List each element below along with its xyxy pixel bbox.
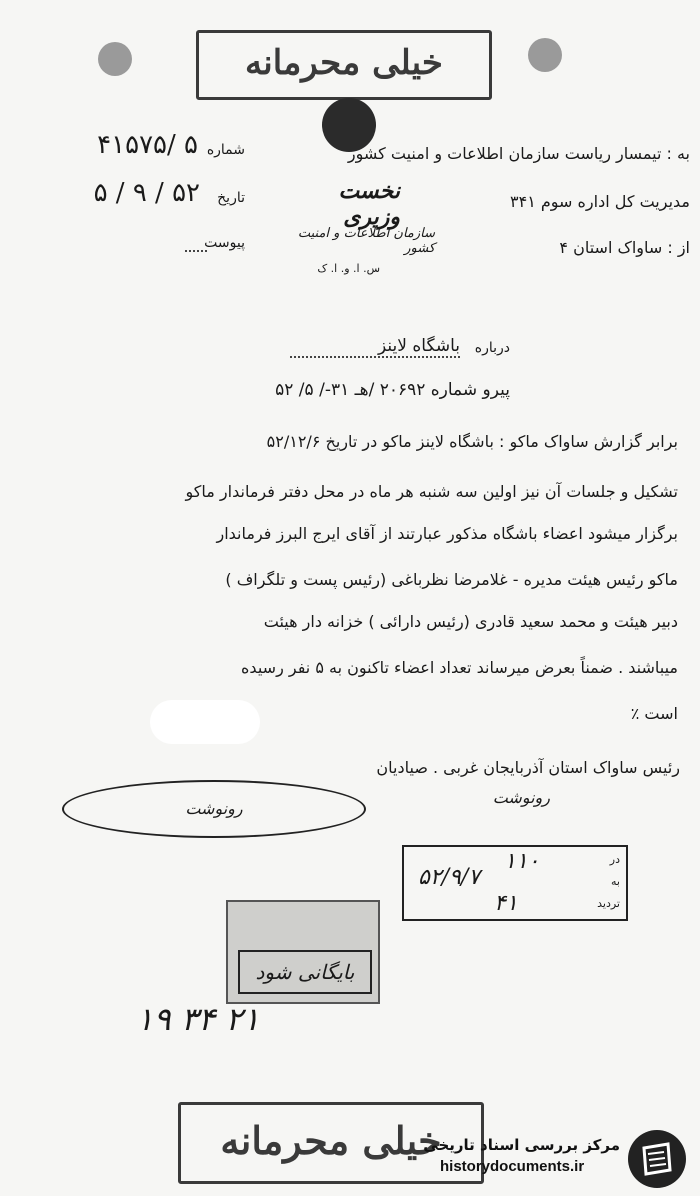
receipt-row2-value: ۵۲/۹/۷ — [418, 865, 481, 890]
signer-title: رئیس ساواک استان آذربایجان غربی . صیادیان — [376, 758, 680, 777]
watermark-logo-icon — [628, 1130, 686, 1188]
subject-label: درباره — [474, 340, 510, 356]
signature-oval: رونوشت — [62, 780, 366, 838]
receipt-row2-label: به — [611, 875, 620, 888]
receipt-row3-label: تردید — [597, 897, 620, 910]
punch-hole-right — [528, 38, 562, 72]
subject-value: باشگاه لاینز — [290, 336, 460, 358]
receipt-stamp — [402, 845, 628, 921]
archive-number: ۲۱ ۳۴ ۱۹ — [136, 1000, 260, 1038]
number-value: ۴۱۵۷۵/ ۵ — [97, 130, 198, 160]
dept-line: مدیریت کل اداره سوم ۳۴۱ — [510, 192, 690, 211]
body-line-3: برگزار میشود اعضاء باشگاه مذکور عبارتند از آقای ایرج البرز فرماندار — [216, 524, 678, 543]
letterhead-ministry: نخست وزیری — [338, 178, 400, 230]
watermark-title: مرکز بررسی اسناد تاریخی — [423, 1136, 620, 1154]
body-line-6: میباشند . ضمناً بعرض میرساند تعداد اعضاء تاکنون به ۵ نفر رسیده — [241, 658, 678, 677]
letterhead-code: س. ا. و. ا. ک — [317, 262, 380, 275]
body-line-7: است ٪ — [630, 704, 678, 723]
watermark-url: historydocuments.ir — [440, 1158, 585, 1175]
letterhead-org: سازمان اطلاعات و امنیت کشور — [297, 226, 435, 256]
body-line-1: برابر گزارش ساواک ماکو : باشگاه لاینز ماکو در تاریخ ۵۲/۱۲/۶ — [266, 432, 678, 451]
archive-stamp-text: بایگانی شود — [238, 950, 372, 994]
to-line: به : تیمسار ریاست سازمان اطلاعات و امنیت کشور — [347, 144, 690, 163]
reference-line: پیرو شماره ۲۰۶۹۲ /هـ ۳۱-/ ۵/ ۵۲ — [275, 380, 510, 400]
receipt-row3-value: ۴۱ — [494, 891, 518, 916]
classification-stamp-top: خیلی محرمانه — [196, 30, 492, 100]
from-line: از : ساواک استان ۴ — [559, 238, 690, 257]
body-line-5: دبیر هیئت و محمد سعید قادری (رئیس دارائی ) خزانه دار هیئت — [263, 612, 678, 631]
punch-hole-left — [98, 42, 132, 76]
date-value: ۵ / ۹ / ۵۲ — [93, 178, 200, 208]
body-line-2: تشکیل و جلسات آن نیز اولین سه شنبه هر ماه در محل دفتر فرماندار ماکو — [185, 482, 678, 501]
date-label: تاریخ — [217, 190, 245, 206]
body-line-4: ماکو رئیس هیئت مدیره - غلامرضا نظرباغی (رئیس پست و تلگراف ) — [225, 570, 678, 589]
receipt-row1-value: ۱۱۰ — [504, 849, 540, 874]
attachment-line — [185, 250, 207, 252]
signature-note: رونوشت — [492, 788, 550, 807]
receipt-row1-label: در — [609, 853, 620, 866]
archive-stamp-block — [226, 900, 380, 1004]
redaction-blot — [150, 700, 260, 744]
attachment-label: پیوست — [204, 235, 245, 251]
classification-stamp-bottom: خیلی محرمانه — [178, 1102, 484, 1184]
number-label: شماره — [206, 142, 245, 158]
scroll-icon — [628, 1130, 686, 1188]
